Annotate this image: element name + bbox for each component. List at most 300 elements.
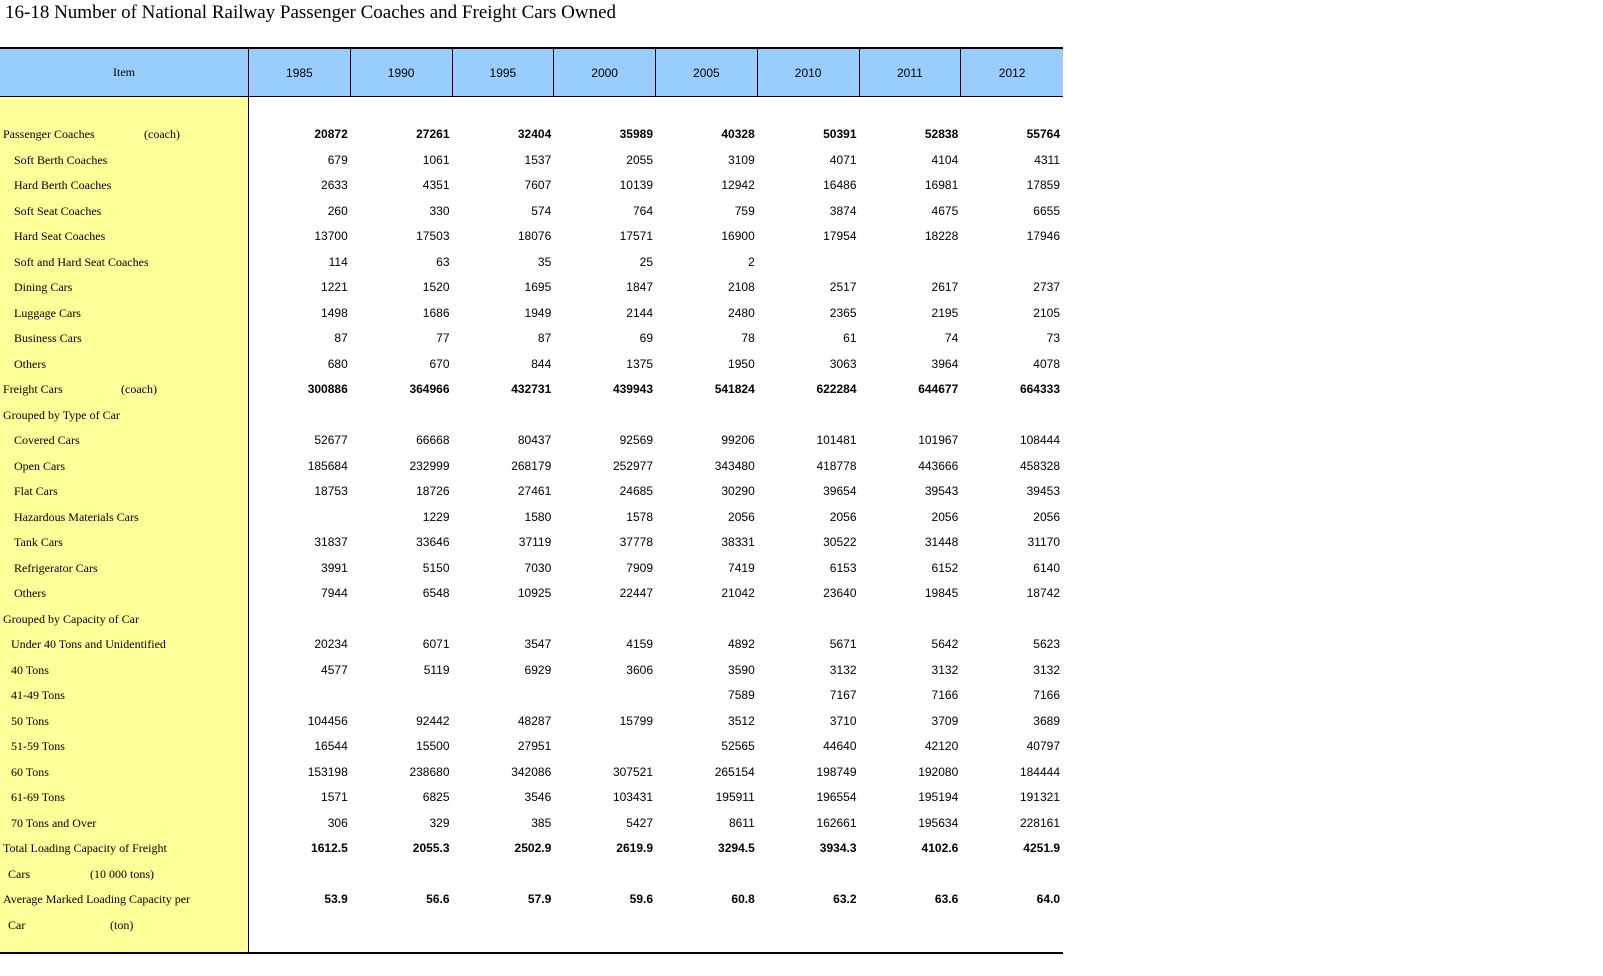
value-cell: 92442	[416, 713, 450, 728]
value-cell: 103431	[612, 790, 653, 804]
value-cell: 458328	[1019, 458, 1060, 473]
value-cell: 35989	[619, 127, 653, 141]
value-cell: 77	[436, 331, 450, 345]
value-cell: 27951	[517, 739, 552, 753]
value-cell: 27261	[416, 127, 450, 141]
value-cell	[351, 683, 453, 709]
value-cell: 5119	[423, 662, 450, 677]
row-label: Car	[8, 917, 26, 932]
value-cell: 4104	[931, 152, 959, 167]
value-cell: 238680	[409, 764, 450, 779]
value-cell: 195634	[918, 815, 959, 830]
table-row	[0, 811, 1063, 837]
value-cell: 2056	[931, 509, 959, 524]
value-cell: 4892	[728, 637, 755, 651]
value-cell: 4251.9	[1023, 841, 1060, 855]
value-cell: 3709	[931, 713, 959, 728]
value-cell: 73	[1046, 331, 1060, 345]
value-cell	[249, 862, 351, 888]
value-cell	[554, 734, 656, 760]
row-label: Refrigerator Cars	[14, 560, 98, 575]
value-cell	[351, 607, 453, 633]
value-cell: 63	[436, 254, 450, 269]
value-cell	[249, 607, 351, 633]
value-cell: 18753	[314, 484, 348, 498]
row-label: 60 Tons	[11, 764, 49, 779]
row-label-cell	[0, 454, 249, 480]
value-cell: 1229	[422, 509, 450, 524]
header-year: 2000	[554, 49, 656, 96]
row-label: Total Loading Capacity of Freight	[3, 841, 167, 855]
value-cell: 18726	[416, 484, 450, 498]
value-cell	[961, 250, 1063, 276]
row-label: Under 40 Tons and Unidentified	[11, 637, 166, 651]
value-cell: 17954	[823, 229, 857, 243]
value-cell	[249, 683, 351, 709]
value-cell: 15799	[619, 713, 653, 728]
row-label-cell	[0, 760, 249, 786]
value-cell: 92569	[619, 433, 653, 447]
value-cell: 3991	[321, 560, 348, 575]
value-cell: 3689	[1033, 713, 1060, 728]
value-cell: 1061	[422, 152, 450, 167]
table-row	[0, 326, 1063, 352]
header-year: 1995	[453, 49, 555, 96]
value-cell: 3294.5	[718, 841, 755, 855]
value-cell	[554, 683, 656, 709]
value-cell: 101481	[816, 433, 857, 447]
value-cell: 3874	[829, 203, 857, 218]
value-cell: 418778	[816, 458, 857, 473]
value-cell: 680	[327, 356, 348, 371]
value-cell: 5642	[931, 637, 959, 651]
value-cell: 195194	[918, 790, 959, 804]
row-label-cell	[0, 683, 249, 709]
value-cell: 18076	[517, 229, 552, 243]
table-row	[0, 122, 1063, 148]
table-row	[0, 428, 1063, 454]
value-cell: 16486	[823, 178, 857, 192]
row-label-cell	[0, 479, 249, 505]
value-cell: 162661	[816, 815, 857, 830]
value-cell: 330	[429, 203, 450, 218]
table-row	[0, 887, 1063, 913]
table-row	[0, 352, 1063, 378]
value-cell: 198749	[816, 764, 857, 779]
table-row	[0, 275, 1063, 301]
header-year: 1985	[249, 49, 351, 96]
row-label-cell	[0, 199, 249, 225]
table-row	[0, 479, 1063, 505]
value-cell: 61	[843, 331, 857, 345]
table-row	[0, 530, 1063, 556]
value-cell: 268179	[511, 458, 552, 473]
value-cell: 39453	[1026, 484, 1060, 498]
value-cell: 30290	[721, 484, 755, 498]
value-cell: 4071	[829, 152, 857, 167]
table-row	[0, 683, 1063, 709]
value-cell	[961, 862, 1063, 888]
value-cell: 56.6	[426, 892, 450, 906]
value-cell: 6548	[422, 586, 450, 600]
value-cell: 48287	[517, 713, 552, 728]
value-cell: 443666	[918, 458, 959, 473]
row-label: Freight Cars	[3, 382, 63, 396]
value-cell: 7419	[728, 560, 755, 575]
row-label-cell	[0, 862, 249, 888]
value-cell: 2617	[931, 280, 959, 294]
row-label-cell	[0, 607, 249, 633]
value-cell: 52677	[314, 433, 348, 447]
header-year: 2011	[860, 49, 962, 96]
value-cell	[453, 683, 555, 709]
row-label-cell	[0, 530, 249, 556]
table-row	[0, 581, 1063, 607]
value-cell: 38331	[721, 535, 755, 549]
value-cell: 432731	[511, 382, 552, 396]
value-cell: 20234	[314, 637, 348, 651]
value-cell: 3132	[931, 662, 959, 677]
value-cell: 2365	[829, 305, 857, 320]
value-cell: 1949	[524, 305, 552, 320]
value-cell: 37778	[619, 535, 653, 549]
value-cell: 1847	[626, 280, 653, 294]
value-cell: 385	[531, 815, 552, 830]
row-label: Hard Berth Coaches	[14, 178, 112, 192]
table-row	[0, 734, 1063, 760]
value-cell: 31170	[1027, 535, 1060, 549]
value-cell: 329	[429, 815, 450, 830]
value-cell: 2108	[728, 280, 755, 294]
data-table	[0, 47, 1063, 954]
value-cell: 40797	[1026, 739, 1060, 753]
header-year: 1990	[351, 49, 453, 96]
value-cell: 6655	[1033, 203, 1060, 218]
row-label-cell	[0, 811, 249, 837]
value-cell: 2	[748, 254, 755, 269]
value-cell: 4159	[626, 637, 653, 651]
value-cell: 57.9	[527, 892, 552, 906]
table-row	[0, 173, 1063, 199]
value-cell: 2619.9	[616, 841, 653, 855]
value-cell: 59.6	[629, 892, 653, 906]
value-cell: 3547	[524, 637, 552, 651]
value-cell: 4311	[1034, 152, 1060, 167]
value-cell: 39543	[924, 484, 959, 498]
row-label-cell	[0, 913, 249, 939]
value-cell	[453, 403, 555, 429]
value-cell	[554, 403, 656, 429]
value-cell: 20872	[314, 127, 348, 141]
row-label-cell	[0, 403, 249, 429]
value-cell: 6140	[1033, 560, 1060, 575]
row-label: Others	[14, 586, 46, 600]
row-label: 41-49 Tons	[11, 688, 65, 702]
value-cell	[351, 403, 453, 429]
value-cell: 191321	[1019, 790, 1060, 804]
value-cell: 27461	[517, 484, 552, 498]
value-cell: 3063	[829, 356, 857, 371]
value-cell: 265154	[714, 764, 755, 779]
value-cell	[249, 403, 351, 429]
row-label-cell	[0, 275, 249, 301]
value-cell: 3964	[931, 356, 959, 371]
value-cell: 2195	[931, 305, 959, 320]
value-cell: 31837	[314, 535, 348, 549]
row-label-cell	[0, 122, 249, 148]
value-cell: 759	[734, 203, 755, 218]
table-row	[0, 709, 1063, 735]
value-cell: 3710	[829, 713, 857, 728]
value-cell: 33646	[416, 535, 450, 549]
table-row	[0, 658, 1063, 684]
header-year: 2010	[758, 49, 860, 96]
row-label-cell	[0, 734, 249, 760]
row-label-cell	[0, 224, 249, 250]
table-row	[0, 836, 1063, 862]
value-cell: 37119	[518, 535, 552, 549]
value-cell: 3109	[728, 152, 755, 167]
value-cell: 23640	[823, 586, 857, 600]
value-cell: 1537	[524, 152, 552, 167]
row-label-cell	[0, 709, 249, 735]
value-cell	[758, 862, 860, 888]
table-row	[0, 377, 1063, 403]
value-cell: 7909	[626, 560, 653, 575]
value-cell: 252977	[612, 458, 653, 473]
value-cell: 2055	[626, 152, 653, 167]
row-label-cell	[0, 505, 249, 531]
row-label-cell	[0, 250, 249, 276]
value-cell: 42120	[924, 739, 959, 753]
row-label-cell	[0, 173, 249, 199]
value-cell: 12942	[721, 178, 755, 192]
row-label: 51-59 Tons	[11, 739, 65, 753]
value-cell: 364966	[409, 382, 450, 396]
row-label: Flat Cars	[14, 484, 58, 498]
value-cell: 1580	[524, 509, 552, 524]
row-label-cell	[0, 632, 249, 658]
value-cell: 1520	[422, 280, 450, 294]
page-title: 16-18 Number of National Railway Passenger Coaches and Freight Cars Owned	[5, 2, 617, 23]
value-cell	[351, 862, 453, 888]
row-label: Hazardous Materials Cars	[14, 509, 139, 524]
value-cell: 644677	[918, 382, 959, 396]
value-cell: 6929	[524, 662, 552, 677]
table-row	[0, 760, 1063, 786]
row-label: Soft and Hard Seat Coaches	[14, 254, 149, 269]
value-cell: 24685	[619, 484, 653, 498]
value-cell: 153198	[307, 764, 348, 779]
value-cell	[656, 403, 758, 429]
value-cell: 439943	[612, 382, 653, 396]
value-cell	[961, 913, 1063, 939]
value-cell	[860, 862, 962, 888]
value-cell	[453, 607, 555, 633]
value-cell: 87	[334, 331, 348, 345]
value-cell: 4102.6	[921, 841, 959, 855]
row-label: Hard Seat Coaches	[14, 229, 106, 243]
value-cell: 2105	[1033, 305, 1060, 320]
value-cell	[758, 913, 860, 939]
table-header-row	[0, 49, 1063, 96]
value-cell: 99206	[721, 433, 755, 447]
header-year: 2005	[656, 49, 758, 96]
table-row	[0, 862, 1063, 888]
row-unit: (coach)	[121, 382, 157, 396]
value-cell: 5427	[626, 815, 653, 830]
value-cell: 60.8	[731, 892, 755, 906]
row-label: 50 Tons	[11, 713, 49, 728]
value-cell	[249, 913, 351, 939]
value-cell: 844	[531, 356, 552, 371]
row-label-cell	[0, 785, 249, 811]
value-cell: 66668	[416, 433, 450, 447]
value-cell: 185684	[307, 458, 348, 473]
row-label-cell	[0, 301, 249, 327]
value-cell: 55764	[1026, 127, 1060, 141]
value-cell: 22447	[619, 586, 653, 600]
table-row	[0, 913, 1063, 939]
value-cell: 260	[327, 203, 348, 218]
value-cell: 17503	[416, 229, 450, 243]
value-cell	[961, 403, 1063, 429]
value-cell	[860, 403, 962, 429]
value-cell: 343480	[714, 458, 755, 473]
value-cell	[453, 913, 555, 939]
row-label: Passenger Coaches	[3, 127, 95, 141]
row-unit: (10 000 tons)	[90, 866, 154, 881]
table-row	[0, 301, 1063, 327]
value-cell	[656, 913, 758, 939]
row-label: Covered Cars	[14, 433, 80, 447]
row-label-cell	[0, 581, 249, 607]
row-label: Luggage Cars	[14, 305, 81, 320]
row-unit: (coach)	[144, 127, 180, 141]
row-label-cell	[0, 658, 249, 684]
value-cell: 16544	[314, 739, 348, 753]
value-cell	[249, 505, 351, 531]
value-cell: 1375	[626, 356, 653, 371]
value-cell: 1221	[321, 280, 348, 294]
value-cell: 80437	[517, 433, 552, 447]
value-cell: 7167	[829, 688, 857, 702]
value-cell	[758, 403, 860, 429]
value-cell: 87	[537, 331, 552, 345]
row-label-cell	[0, 556, 249, 582]
value-cell: 52838	[924, 127, 959, 141]
value-cell: 3934.3	[819, 841, 857, 855]
row-label-cell	[0, 836, 249, 862]
value-cell: 1695	[524, 280, 552, 294]
value-cell: 3512	[728, 713, 755, 728]
row-label: Soft Berth Coaches	[14, 152, 108, 167]
row-label: Business Cars	[14, 331, 82, 345]
row-label: Soft Seat Coaches	[14, 203, 102, 218]
header-item: Item	[0, 49, 249, 96]
value-cell	[554, 913, 656, 939]
value-cell: 17859	[1026, 178, 1060, 192]
table-row	[0, 250, 1063, 276]
value-cell: 7944	[321, 586, 348, 600]
row-label: Average Marked Loading Capacity per	[3, 892, 191, 906]
row-label: Cars	[8, 866, 30, 881]
value-cell: 2633	[321, 178, 348, 192]
value-cell	[351, 913, 453, 939]
value-cell: 342086	[511, 764, 552, 779]
value-cell: 16981	[924, 178, 959, 192]
value-cell: 5623	[1033, 637, 1060, 651]
value-cell: 1686	[422, 305, 450, 320]
row-label: Open Cars	[14, 458, 65, 473]
value-cell: 7607	[524, 178, 552, 192]
value-cell: 4351	[422, 178, 450, 192]
value-cell: 10139	[619, 178, 653, 192]
value-cell: 52565	[721, 739, 755, 753]
value-cell: 7166	[931, 688, 959, 702]
table-bottom-rule	[0, 952, 1063, 954]
value-cell: 74	[944, 331, 959, 345]
table-row	[0, 224, 1063, 250]
table-row	[0, 148, 1063, 174]
row-label: 40 Tons	[11, 662, 49, 677]
value-cell: 664333	[1019, 382, 1060, 396]
value-cell: 18228	[924, 229, 959, 243]
value-cell	[758, 607, 860, 633]
value-cell: 574	[531, 203, 552, 218]
value-cell: 21042	[721, 586, 755, 600]
value-cell: 13700	[314, 229, 348, 243]
value-cell: 17946	[1026, 229, 1060, 243]
value-cell: 195911	[715, 790, 755, 804]
value-cell	[860, 607, 962, 633]
value-cell	[860, 250, 962, 276]
value-cell: 228161	[1019, 815, 1060, 830]
value-cell: 2055.3	[412, 841, 450, 855]
row-label: 70 Tons and Over	[11, 815, 97, 830]
value-cell	[656, 862, 758, 888]
row-label-cell	[0, 377, 249, 403]
value-cell: 104456	[307, 713, 348, 728]
value-cell: 1578	[626, 509, 653, 524]
value-cell: 31448	[924, 535, 959, 549]
value-cell: 40328	[721, 127, 755, 141]
value-cell	[758, 250, 860, 276]
row-label: Others	[14, 356, 46, 371]
value-cell: 1612.5	[311, 841, 348, 855]
value-cell: 2056	[1033, 509, 1060, 524]
row-label-cell	[0, 428, 249, 454]
value-cell: 6071	[422, 637, 450, 651]
value-cell: 18742	[1026, 586, 1060, 600]
row-label: 61-69 Tons	[11, 790, 65, 804]
value-cell: 3606	[626, 662, 653, 677]
value-cell: 2056	[829, 509, 857, 524]
value-cell: 6153	[829, 560, 857, 575]
value-cell: 44640	[823, 739, 857, 753]
value-cell: 6152	[931, 560, 959, 575]
value-cell: 764	[632, 203, 653, 218]
row-label: Dining Cars	[14, 280, 73, 294]
value-cell: 69	[639, 331, 653, 345]
value-cell: 63.2	[833, 892, 857, 906]
value-cell: 184444	[1019, 764, 1060, 779]
row-label-cell	[0, 352, 249, 378]
value-cell: 17571	[619, 229, 653, 243]
value-cell: 3590	[728, 662, 755, 677]
table-row	[0, 556, 1063, 582]
value-cell	[453, 862, 555, 888]
